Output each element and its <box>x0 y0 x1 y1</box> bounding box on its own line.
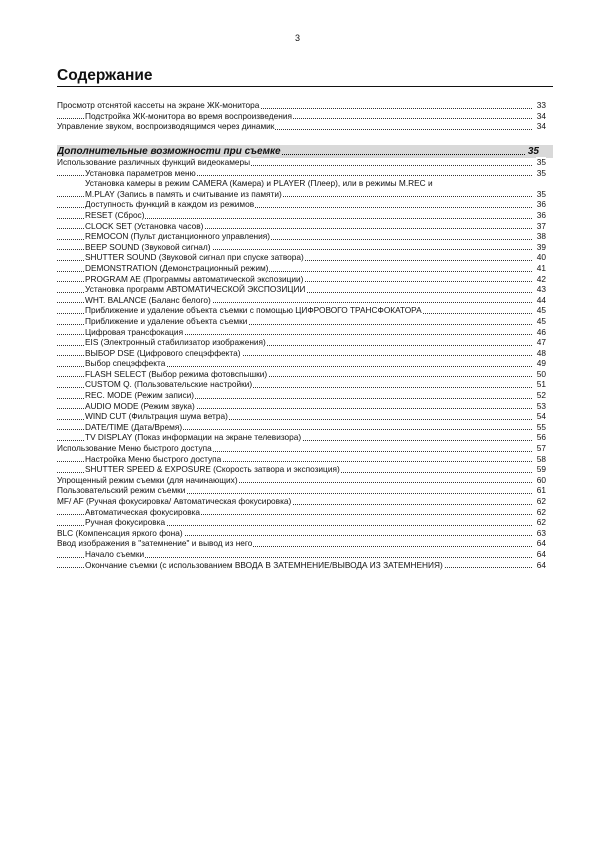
toc-entry-page: 57 <box>536 443 546 454</box>
toc-entry-page: 41 <box>536 262 546 273</box>
toc-entry[interactable] <box>57 111 546 122</box>
toc-entry-page: 51 <box>536 379 546 390</box>
toc-entry-title: FLASH SELECT (Выбор режима фотовспышки) <box>85 368 268 379</box>
toc-entry[interactable] <box>57 496 546 507</box>
toc-block-a <box>57 100 546 132</box>
toc-entry-page: 40 <box>536 252 546 263</box>
toc-entry-page: 36 <box>536 209 546 220</box>
toc-entry-page: 50 <box>536 368 546 379</box>
toc-entry[interactable] <box>57 507 546 518</box>
toc-entry-page: 35 <box>536 157 546 167</box>
toc-entry[interactable] <box>57 274 546 285</box>
toc-entry-title: DATE/TIME (Дата/Время) <box>85 421 183 432</box>
page-title: Содержание <box>57 67 153 84</box>
toc-entry-title: AUDIO MODE (Режим звука) <box>85 400 195 411</box>
toc-entry-page: 47 <box>536 337 546 348</box>
toc-entry-page: 35 <box>536 188 546 199</box>
toc-entry[interactable] <box>57 369 546 380</box>
toc-entry-title: Использование различных функций видеокамеры <box>57 157 251 167</box>
toc-entry-title: REC. MODE (Режим записи) <box>85 390 195 401</box>
toc-entry-page: 45 <box>536 315 546 326</box>
toc-entry-page: 45 <box>536 305 546 316</box>
toc-entry[interactable] <box>57 242 546 253</box>
toc-entry-title: WHT. BALANCE (Баланс белого) <box>85 294 211 305</box>
toc-entry-page: 63 <box>536 527 546 538</box>
toc-entry-page: 44 <box>536 294 546 305</box>
toc-entry-page: 54 <box>536 411 546 422</box>
page-number: 3 <box>294 33 300 43</box>
toc-entry[interactable] <box>57 316 546 327</box>
toc-entry[interactable] <box>57 401 546 412</box>
toc-entry-title: RESET (Сброс) <box>85 209 145 220</box>
toc-entry-page: 55 <box>536 421 546 432</box>
toc-entry-page: 59 <box>536 464 546 475</box>
toc-entry[interactable] <box>57 560 546 571</box>
toc-entry-title: Начало съемки <box>85 548 145 559</box>
toc-entry[interactable] <box>57 337 546 348</box>
toc-entry-title: Выбор спецэффекта <box>85 358 166 369</box>
toc-entry-page: 52 <box>536 390 546 401</box>
toc-entry-title: Просмотр отснятой кассеты на экране ЖК-монитора <box>57 100 260 110</box>
toc-entry[interactable] <box>57 517 546 528</box>
toc-entry-page: 37 <box>536 220 546 231</box>
toc-entry[interactable] <box>57 199 546 210</box>
toc-entry-page: 62 <box>536 517 546 528</box>
toc-entry-title: Пользовательский режим съемки <box>57 485 186 496</box>
title-rule <box>57 86 553 87</box>
toc-entry[interactable] <box>57 528 546 539</box>
toc-entry[interactable] <box>57 422 546 433</box>
toc-entry[interactable] <box>57 210 546 221</box>
toc-entry[interactable] <box>57 168 546 179</box>
toc-entry[interactable] <box>57 157 546 168</box>
toc-entry[interactable] <box>57 327 546 338</box>
toc-entry[interactable] <box>57 252 546 263</box>
toc-entry-page: 34 <box>536 110 546 121</box>
toc-entry-title: Настройка Меню быстрого доступа <box>85 453 222 464</box>
toc-entry-title: Использование Меню быстрого доступа <box>57 443 212 454</box>
toc-entry-page: 48 <box>536 347 546 358</box>
toc-entry-title: ВЫБОР DSE (Цифрового спецэффекта) <box>85 347 241 358</box>
toc-entry-page: 58 <box>536 453 546 464</box>
toc-entry-page: 60 <box>536 474 546 485</box>
toc-entry-title: REMOCON (Пульт дистанционного управления) <box>85 231 271 242</box>
toc-entry-title: Приближение и удаление объекта съемки <box>85 315 248 326</box>
toc-entry-title: EIS (Электронный стабилизатор изображения) <box>85 337 266 348</box>
toc-entry[interactable] <box>57 549 546 560</box>
toc-entry[interactable] <box>57 263 546 274</box>
toc-entry-page: 46 <box>536 326 546 337</box>
toc-entry-page: 61 <box>536 485 546 496</box>
toc-entry-title: Упрощенный режим съемки (для начинающих) <box>57 474 238 485</box>
toc-entry-title: M.PLAY (Запись в память и считывание из памяти) <box>85 188 282 199</box>
toc-entry-page: 38 <box>536 231 546 242</box>
toc-entry[interactable] <box>57 231 546 242</box>
toc-entry-title: Подстройка ЖК-монитора во время воспроизведения <box>85 110 292 121</box>
toc-entry-page: 43 <box>536 284 546 295</box>
toc-entry-title: Цифровая трансфокация <box>85 326 184 337</box>
toc-entry-page: 35 <box>536 167 546 178</box>
toc-entry[interactable] <box>57 411 546 422</box>
toc-entry-title: DEMONSTRATION (Демонстрационный режим) <box>85 262 269 273</box>
toc-entry-title: Установка камеры в режим CAMERA (Камера) и PLAYER (Плеер), или в режимы M.REC и <box>85 178 433 189</box>
toc-entry-page: 62 <box>536 496 546 506</box>
toc-entry-title: SHUTTER SPEED & EXPOSURE (Скорость затвора и экспозиция) <box>85 464 340 475</box>
toc-entry-title: TV DISPLAY (Показ информации на экране телевизора) <box>85 432 302 443</box>
toc-entry-page: 39 <box>536 241 546 252</box>
toc-entry[interactable] <box>57 475 546 486</box>
toc-entry-page: 64 <box>536 538 546 549</box>
toc-entry-title: Ввод изображения в "затемнение" и вывод из него <box>57 538 253 549</box>
toc-entry-title: Управление звуком, воспроизводящимся через динамик <box>57 121 275 132</box>
toc-entry-page: 33 <box>536 100 546 110</box>
toc-entry[interactable] <box>57 390 546 401</box>
toc-entry-title: Приближение и удаление объекта съемки с помощью ЦИФРОВОГО ТРАНСФОКАТОРА <box>85 305 422 316</box>
toc-entry-title: Автоматическая фокусировка <box>85 506 201 517</box>
toc-entry-page: 56 <box>536 432 546 443</box>
toc-entry[interactable] <box>57 189 546 200</box>
toc-entry[interactable] <box>57 221 546 232</box>
toc-entry-title: WIND CUT (Фильтрация шума ветра) <box>85 411 228 422</box>
toc-entry[interactable] <box>57 538 546 549</box>
toc-entry[interactable] <box>57 284 546 295</box>
toc-entry[interactable] <box>57 485 546 496</box>
toc-entry[interactable] <box>57 121 546 132</box>
toc-entry[interactable] <box>57 295 546 306</box>
toc-entry-page: 34 <box>536 121 546 132</box>
toc-entry[interactable] <box>57 454 546 465</box>
toc-entry-title: CLOCK SET (Установка часов) <box>85 220 204 231</box>
toc-entry-page: 49 <box>536 358 546 369</box>
toc-entry-title: Окончание съемки (с использованием ВВОДА В ЗАТЕМНЕНИЕ/ВЫВОДА ИЗ ЗАТЕМНЕНИЯ) <box>85 559 443 570</box>
toc-entry-title: MF/ AF (Ручная фокусировка/ Автоматическая фокусировка) <box>57 496 292 506</box>
toc-entry[interactable] <box>57 443 546 454</box>
toc-entry[interactable] <box>57 358 546 369</box>
toc-entry-title: Установка параметров меню <box>85 167 196 178</box>
toc-entry-title: BEEP SOUND (Звуковой сигнал) <box>85 241 211 252</box>
toc-entry-page: 62 <box>536 506 546 517</box>
toc-entry-page: 42 <box>536 273 546 284</box>
section-page: 35 <box>527 146 539 157</box>
toc-entry[interactable] <box>57 178 546 189</box>
toc-entry[interactable] <box>57 100 546 111</box>
toc-entry-title: SHUTTER SOUND (Звуковой сигнал при спуске затвора) <box>85 252 304 263</box>
toc-block-b <box>57 157 546 570</box>
toc-entry[interactable] <box>57 305 546 316</box>
toc-entry-page: 64 <box>536 548 546 559</box>
section-title: Дополнительные возможности при съемке <box>57 146 281 157</box>
toc-entry-title: PROGRAM AE (Программы автоматической экспозиции) <box>85 273 304 284</box>
toc-entry[interactable] <box>57 464 546 475</box>
toc-entry-page: 53 <box>536 400 546 411</box>
toc-entry-title: Установка программ АВТОМАТИЧЕСКОЙ ЭКСПОЗИЦИИ <box>85 284 306 295</box>
toc-entry-title: CUSTOM Q. (Пользовательские настройки) <box>85 379 253 390</box>
toc-entry-title: Ручная фокусировка <box>85 517 166 528</box>
toc-entry-title: BLC (Компенсация яркого фона) <box>57 527 183 538</box>
toc-entry-page: 36 <box>536 199 546 210</box>
toc-entry-title: Доступность функций в каждом из режимов <box>85 199 255 210</box>
toc-entry[interactable] <box>57 348 546 359</box>
toc-entry[interactable] <box>57 379 546 390</box>
toc-entry[interactable] <box>57 432 546 443</box>
toc-entry-page: 64 <box>536 559 546 570</box>
